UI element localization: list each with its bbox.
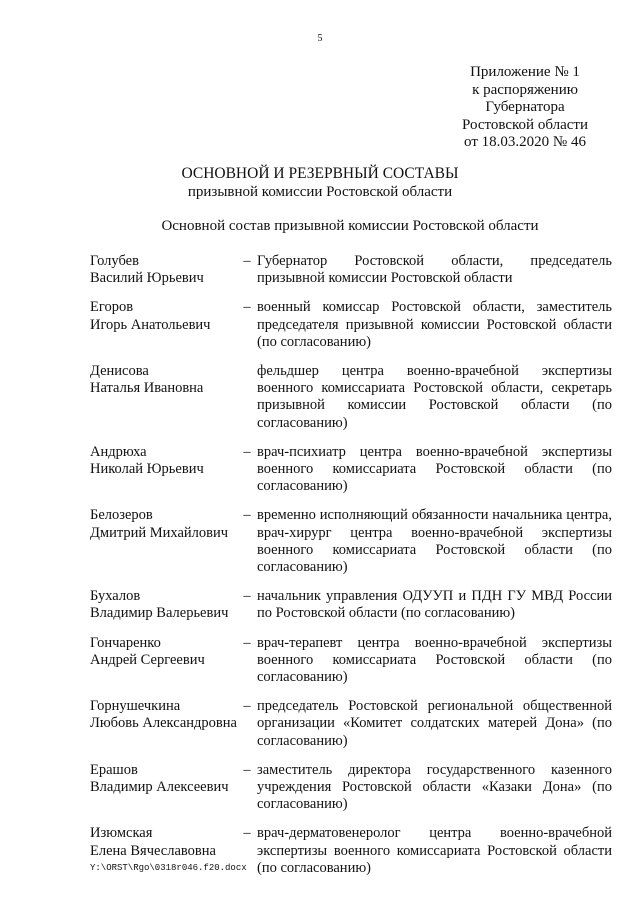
- member-role: врач-терапевт центра военно-врачебной экспертизы военного комиссариата Ростовской области (по согласованию): [257, 634, 612, 686]
- member-given-name: Игорь Анатольевич: [90, 316, 211, 333]
- title-main: ОСНОВНОЙ И РЕЗЕРВНЫЙ СОСТАВЫ: [181, 165, 459, 182]
- member-surname: Изюмская: [90, 825, 153, 842]
- member-surname: Гончаренко: [90, 634, 161, 651]
- member-name: [90, 253, 240, 287]
- member-role: фельдшер центра военно-врачебной экспертизы военного комиссариата Ростовской области, секретарь призывной комиссии Ростовской области (по согласованию): [257, 363, 612, 431]
- member-dash: –: [243, 761, 251, 778]
- members-list: [90, 253, 612, 889]
- member-row: [90, 253, 612, 287]
- member-row: [90, 762, 612, 814]
- member-name: [90, 444, 240, 496]
- member-surname: Бухалов: [90, 588, 141, 605]
- member-given-name: Андрей Сергеевич: [90, 651, 205, 668]
- title-sub: призывной комиссии Ростовской области: [187, 184, 453, 200]
- member-given-name: Николай Юрьевич: [90, 461, 204, 478]
- member-role: начальник управления ОДУУП и ПДН ГУ МВД России по Ростовской области (по согласованию): [257, 588, 612, 622]
- member-given-name: Владимир Алексеевич: [90, 779, 229, 796]
- appendix-line: от 18.03.2020 № 46: [464, 134, 586, 150]
- member-dash: –: [243, 443, 251, 460]
- member-surname: Горнушечкина: [90, 698, 181, 715]
- member-surname: Голубев: [90, 253, 139, 269]
- member-given-name: Владимир Валерьевич: [90, 605, 229, 622]
- member-given-name: Елена Вячеславовна: [90, 842, 216, 859]
- member-name: [90, 363, 240, 432]
- member-row: [90, 444, 612, 496]
- member-name: [90, 299, 240, 351]
- member-surname: Андрюха: [90, 443, 147, 460]
- member-row: [90, 507, 612, 576]
- member-name: [90, 507, 240, 576]
- member-dash: –: [243, 253, 251, 269]
- member-dash: –: [243, 507, 251, 524]
- appendix-line: Ростовской области: [462, 116, 588, 133]
- member-given-name: Наталья Ивановна: [90, 380, 204, 397]
- member-given-name: Дмитрий Михайлович: [90, 524, 229, 541]
- member-name: [90, 698, 240, 750]
- page-number: 5: [317, 33, 323, 44]
- member-row: [90, 299, 612, 351]
- member-dash: –: [243, 825, 251, 842]
- member-name: [90, 762, 240, 814]
- member-surname: Денисова: [90, 363, 149, 380]
- member-given-name: Василий Юрьевич: [90, 270, 204, 287]
- member-role: временно исполняющий обязанности начальника центра, врач-хирург центра военно-врачебной экспертизы военного комиссариата Ростовской области (по согласованию): [257, 507, 612, 576]
- footer-file-path: Y:\ORST\Rgo\0318r046.f20.docx: [90, 863, 247, 873]
- member-surname: Белозеров: [90, 507, 153, 524]
- member-row: [90, 635, 612, 687]
- member-name: [90, 635, 240, 687]
- member-name: [90, 588, 240, 622]
- appendix-line: Приложение № 1: [470, 64, 580, 80]
- appendix-line: к распоряжению: [472, 81, 578, 98]
- member-dash: –: [243, 588, 251, 605]
- section-heading: Основной состав призывной комиссии Ростовской области: [161, 218, 539, 234]
- member-row: [90, 363, 612, 432]
- member-row: [90, 588, 612, 622]
- member-role: заместитель директора государственного казенного учреждения Ростовской области «Казаки Дона» (по согласованию): [257, 761, 612, 813]
- member-surname: Ерашов: [90, 761, 138, 778]
- member-given-name: Любовь Александровна: [90, 715, 237, 732]
- appendix-block: [440, 64, 610, 152]
- member-dash: –: [243, 634, 251, 651]
- member-row: [90, 698, 612, 750]
- document-title: [0, 165, 640, 201]
- appendix-line: Губернатора: [485, 99, 565, 115]
- member-dash: –: [243, 698, 251, 715]
- member-role: врач-дерматовенеролог центра военно-врачебной экспертизы военного комиссариата Ростовской области (по согласованию): [257, 825, 612, 876]
- member-role: военный комиссар Ростовской области, заместитель председателя призывной комиссии Ростовской области (по согласованию): [257, 299, 612, 350]
- member-dash: –: [243, 299, 251, 316]
- member-role: врач-психиатр центра военно-врачебной экспертизы военного комиссариата Ростовской области (по согласованию): [257, 443, 612, 495]
- member-role: Губернатор Ростовской области, председатель призывной комиссии Ростовской области: [257, 253, 612, 287]
- member-surname: Егоров: [90, 299, 134, 316]
- member-role: председатель Ростовской региональной общественной организации «Комитет солдатских матерей Дона» (по согласованию): [257, 698, 612, 749]
